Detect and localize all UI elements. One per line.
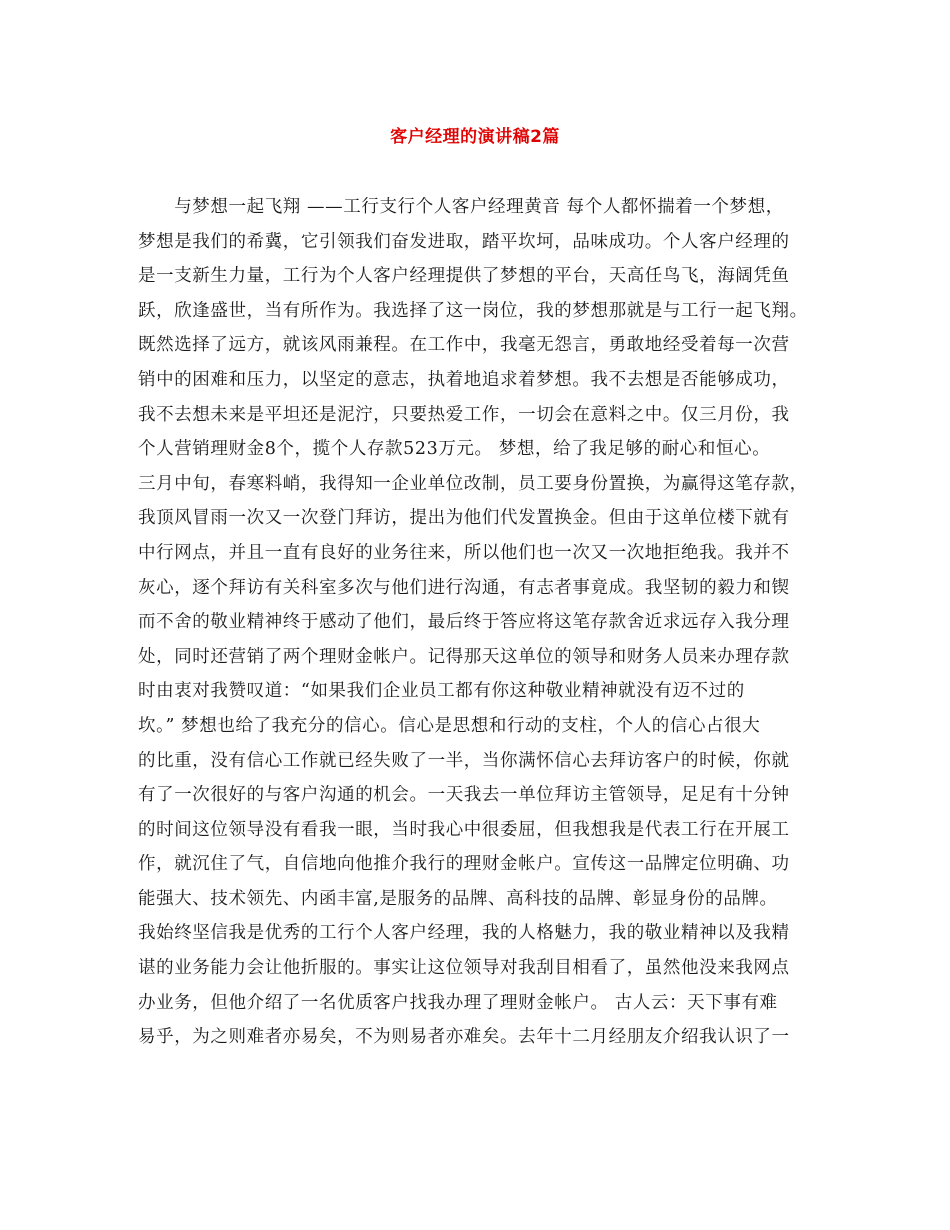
text-line: 既然选择了远方，就该风雨兼程。在工作中，我毫无怨言，勇敢地经受着每一次营: [138, 335, 790, 356]
text-line: 的时间这位领导没有看我一眼，当时我心中很委屈，但我想我是代表工行在开展工: [138, 819, 790, 840]
text-line: 跃，欣逢盛世，当有所作为。我选择了这一岗位，我的梦想那就是与工行一起飞翔。: [138, 300, 808, 321]
text-line: 梦想是我们的希冀，它引领我们奋发进取，踏平坎坷，品味成功。个人客户经理的: [138, 231, 790, 252]
text-line: 谌的业务能力会让他折服的。事实让这位领导对我刮目相看了，虽然他没来我网点: [138, 958, 790, 979]
text-line: 我顶风冒雨一次又一次登门拜访，提出为他们代发置换金。但由于这单位楼下就有: [138, 508, 790, 529]
text-line: 有了一次很好的与客户沟通的机会。一天我去一单位拜访主管领导，足足有十分钟: [138, 785, 790, 806]
text-line: 坎。” 梦想也给了我充分的信心。信心是思想和行动的支柱，个人的信心占很大: [138, 715, 761, 736]
text-line: 作，就沉住了气，自信地向他推介我行的理财金帐户。宣传这一品牌定位明确、功: [138, 854, 790, 875]
document-body: [138, 190, 818, 1055]
text-line: 与梦想一起飞翔 ——工行支行个人客户经理黄音 每个人都怀揣着一个梦想，: [138, 197, 784, 217]
text-line: 办业务，但他介绍了一名优质客户找我办理了理财金帐户。 古人云：天下事有难: [138, 992, 778, 1013]
text-line: 个人营销理财金8个，揽个人存款523万元。 梦想，给了我足够的耐心和恒心。: [138, 439, 771, 460]
text-line: 是一支新生力量，工行为个人客户经理提供了梦想的平台，天高任鸟飞，海阔凭鱼: [138, 266, 790, 287]
text-line: 销中的困难和压力，以坚定的意志，执着地追求着梦想。我不去想是否能够成功，: [138, 369, 790, 390]
text-line: 时由衷对我赞叹道：“如果我们企业员工都有你这种敬业精神就没有迈不过的: [138, 681, 745, 702]
text-line: 能强大、技术领先、内函丰富,是服务的品牌、高科技的品牌、彰显身份的品牌。: [138, 888, 778, 909]
document-title: 客户经理的演讲稿2篇: [390, 127, 560, 147]
text-line: 的比重，没有信心工作就已经失败了一半，当你满怀信心去拜访客户的时候，你就: [138, 750, 790, 771]
text-line: 处，同时还营销了两个理财金帐户。记得那天这单位的领导和财务人员来办理存款: [138, 646, 790, 667]
text-line: 中行网点，并且一直有良好的业务往来，所以他们也一次又一次地拒绝我。我并不: [138, 542, 790, 563]
text-line: 灰心，逐个拜访有关科室多次与他们进行沟通，有志者事竟成。我坚韧的毅力和锲: [138, 577, 790, 598]
text-line: 我不去想未来是平坦还是泥泞，只要热爱工作，一切会在意料之中。仅三月份，我: [138, 404, 790, 425]
text-line: 我始终坚信我是优秀的工行个人客户经理，我的人格魅力，我的敬业精神以及我精: [138, 923, 790, 944]
text-line: 易乎，为之则难者亦易矣，不为则易者亦难矣。去年十二月经朋友介绍我认识了一: [138, 1027, 790, 1048]
text-line: 三月中旬，春寒料峭，我得知一企业单位改制，员工要身份置换，为赢得这笔存款，: [138, 473, 808, 494]
text-line: 而不舍的敬业精神终于感动了他们，最后终于答应将这笔存款舍近求远存入我分理: [138, 612, 790, 633]
